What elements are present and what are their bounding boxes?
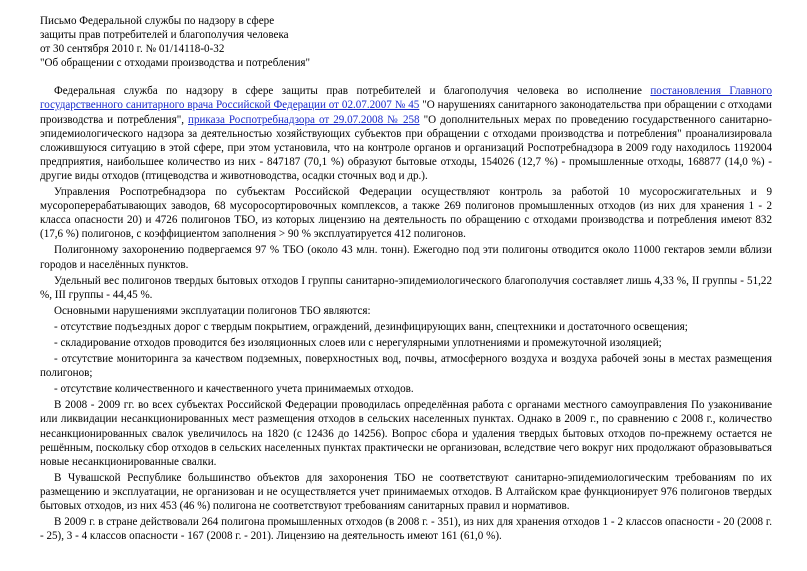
document-header xyxy=(40,14,772,70)
header-line: от 30 сентября 2010 г. № 01/14118-0-32 xyxy=(40,43,225,56)
paragraph-landfill-burial: Полигонному захоронению подвергаемся 97 % ТБО (около 43 млн. тонн). Ежегодно под эти полигоны отводится около 11000 гектаров земли вблизи городов и населённых пунктов. xyxy=(40,244,772,271)
header-line: защиты прав потребителей и благополучия человека xyxy=(40,29,289,42)
paragraph-violations-intro: Основными нарушениями эксплуатации полигонов ТБО являются: xyxy=(54,304,371,317)
header-line: Письмо Федеральной службы по надзору в сфере xyxy=(40,15,275,27)
paragraph-text: "О нарушениях санитарного законодательства при обращении с отходами производства и потребления", xyxy=(40,99,772,126)
list-item-violation: - отсутствие количественного и качественного учета принимаемых отходов. xyxy=(54,383,414,396)
paragraph-industrial-landfills: В 2009 г. в стране действовали 264 полигона промышленных отходов (в 2008 г. - 351), из них для хранения отходов 1 - 2 классов опасности - 20 (2008 г. - 25), 3 - 4 классов опасности - 167 (2008 г. - 201). Лицензию на деятельность имеют 161 (61,0 %). xyxy=(40,516,772,543)
link-resolution-45[interactable]: постановления Главного государственного санитарного врача Российской Федерации от 02.07.2007 № 45 xyxy=(40,85,772,112)
header-line: "Об обращении с отходами производства и потребления" xyxy=(40,57,311,70)
paragraph-unauthorized-dumps: В 2008 - 2009 гг. во всех субъектах Российской Федерации проводилась определённая работа с органами местного самоуправления По узаконивание или ликвидации несанкционированных мест размещения отходов в сельских населенных пунктах. Однако в 2009 г., по сравнению с 2008 г., количество несанкционированных свалок увеличилось на 1820 (с 12436 до 14256). Вопрос сбора и удаления твердых бытовых отходов по-прежнему остается не решённым, поскольку сбор отходов в сельских населенных пунктах практически не организован, вследствие чего вокруг них продолжают образовываться новые несанкционированные свалки. xyxy=(40,399,772,468)
list-item-violation: - отсутствие подъездных дорог с твердым покрытием, ограждений, дезинфицирующих ванн, спецтехники и достаточного освещения; xyxy=(54,320,688,333)
paragraph-text: "О дополнительных мерах по проведению государственного санитарно-эпидемиологического надзора за деятельностью хозяйствующих субъектов при обращении с отходами производства и потребления" проанализировала сложившуюся ситуацию в этой сфере, при этом установила, что на контроле органов и организаций Роспотребнадзора в 2009 году находилось 1192004 предприятия, наибольшее количество из них - 847187 (70,1 %) образуют бытовые отходы, 154026 (12,7 %) - промышленные отходы, 168877 (14,0 %) - другие виды отходов (птицеводства и животноводства, осадки сточных вод и др.). xyxy=(40,113,772,182)
paragraph-intro xyxy=(40,84,772,183)
paragraph-group-shares: Удельный вес полигонов твердых бытовых отходов I группы санитарно-эпидемиологического благополучия составляет лишь 4,33 %, II группы - 51,22 %, III группы - 44,45 %. xyxy=(40,274,772,301)
paragraph-control: Управления Роспотребнадзора по субъектам Российской Федерации осуществляют контроль за работой 10 мусоросжигательных и 9 мусороперерабатывающих заводов, 68 мусоросортировочных комплексов, а также 269 полигонов промышленных отходов (из них для хранения 1 - 2 класса опасности 20) и 4726 полигонов ТБО, из которых лицензию на деятельность по обращению с отходами производства и потребления имеют 832 (17,6 %) полигонов, с коэффициентом заполнения > 90 % эксплуатируется 412 полигонов. xyxy=(40,186,772,241)
list-item-violation: - отсутствие мониторинга за качеством подземных, поверхностных вод, почвы, атмосферного воздуха и воздуха рабочей зоны в местах размещения полигонов; xyxy=(40,353,772,380)
paragraph-regions: В Чувашской Республике большинство объектов для захоронения ТБО не соответствуют санитарно-эпидемиологическим требованиям по их размещению и эксплуатации, не организован и не осуществляется учет принимаемых отходов. В Алтайском крае функционирует 976 полигонов твердых бытовых отходов, из них 453 (46 %) полигона не соответствуют требованиям санитарных правил и нормативов. xyxy=(40,471,772,512)
link-order-258[interactable]: приказа Роспотребнадзора от 29.07.2008 № 258 xyxy=(188,113,420,126)
paragraph-text: Федеральная служба по надзору в сфере защиты прав потребителей и благополучия человека во исполнение xyxy=(54,85,651,98)
list-item-violation: - складирование отходов проводится без изоляционных слоев или с нерегулярными уплотнениями и промежуточной изоляцией; xyxy=(54,336,662,349)
document-page xyxy=(40,14,772,545)
